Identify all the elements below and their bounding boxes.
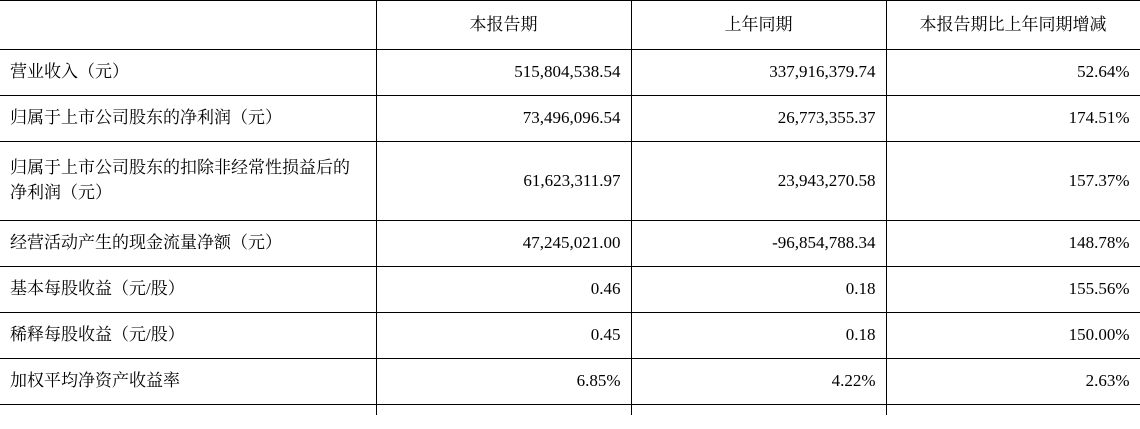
row-label: 营业收入（元）: [0, 50, 376, 96]
row-current-value: 47,245,021.00: [376, 221, 631, 267]
table-row: [0, 359, 1140, 405]
row-change-value: 148.78%: [886, 221, 1140, 267]
table-body: [0, 50, 1140, 416]
row-current-value: 6.85%: [376, 359, 631, 405]
table-row: [0, 313, 1140, 359]
row-previous-value: 0.18: [631, 267, 886, 313]
column-header-current-period: 本报告期: [376, 1, 631, 50]
table-row: [0, 267, 1140, 313]
row-label: [0, 405, 376, 416]
row-current-value: 61,623,311.97: [376, 142, 631, 221]
row-label: 稀释每股收益（元/股）: [0, 313, 376, 359]
row-change-value: 2.63%: [886, 359, 1140, 405]
row-change-value: 52.64%: [886, 50, 1140, 96]
row-previous-value: 23,943,270.58: [631, 142, 886, 221]
row-change-value: 155.56%: [886, 267, 1140, 313]
row-label: 归属于上市公司股东的扣除非经常性损益后的净利润（元）: [0, 142, 376, 221]
row-current-value: 73,496,096.54: [376, 96, 631, 142]
table-row: [0, 142, 1140, 221]
row-label: 归属于上市公司股东的净利润（元）: [0, 96, 376, 142]
row-change-value: 157.37%: [886, 142, 1140, 221]
row-previous-value: 0.18: [631, 313, 886, 359]
table-row-clipped: [0, 405, 1140, 416]
column-header-change: 本报告期比上年同期增减: [886, 1, 1140, 50]
row-current-value: 515,804,538.54: [376, 50, 631, 96]
row-previous-value: 4.22%: [631, 359, 886, 405]
column-header-same-period-last-year: 上年同期: [631, 1, 886, 50]
row-change-value: 174.51%: [886, 96, 1140, 142]
row-previous-value: -96,854,788.34: [631, 221, 886, 267]
table-header: [0, 1, 1140, 50]
row-previous-value: [631, 405, 886, 416]
row-change-value: 150.00%: [886, 313, 1140, 359]
row-current-value: [376, 405, 631, 416]
row-change-value: [886, 405, 1140, 416]
row-label: 基本每股收益（元/股）: [0, 267, 376, 313]
row-current-value: 0.46: [376, 267, 631, 313]
table-row: [0, 96, 1140, 142]
table-header-row: [0, 1, 1140, 50]
row-label: 经营活动产生的现金流量净额（元）: [0, 221, 376, 267]
table-row: [0, 221, 1140, 267]
row-label: 加权平均净资产收益率: [0, 359, 376, 405]
row-previous-value: 337,916,379.74: [631, 50, 886, 96]
table-row: [0, 50, 1140, 96]
row-current-value: 0.45: [376, 313, 631, 359]
row-previous-value: 26,773,355.37: [631, 96, 886, 142]
column-header-label: [0, 1, 376, 50]
